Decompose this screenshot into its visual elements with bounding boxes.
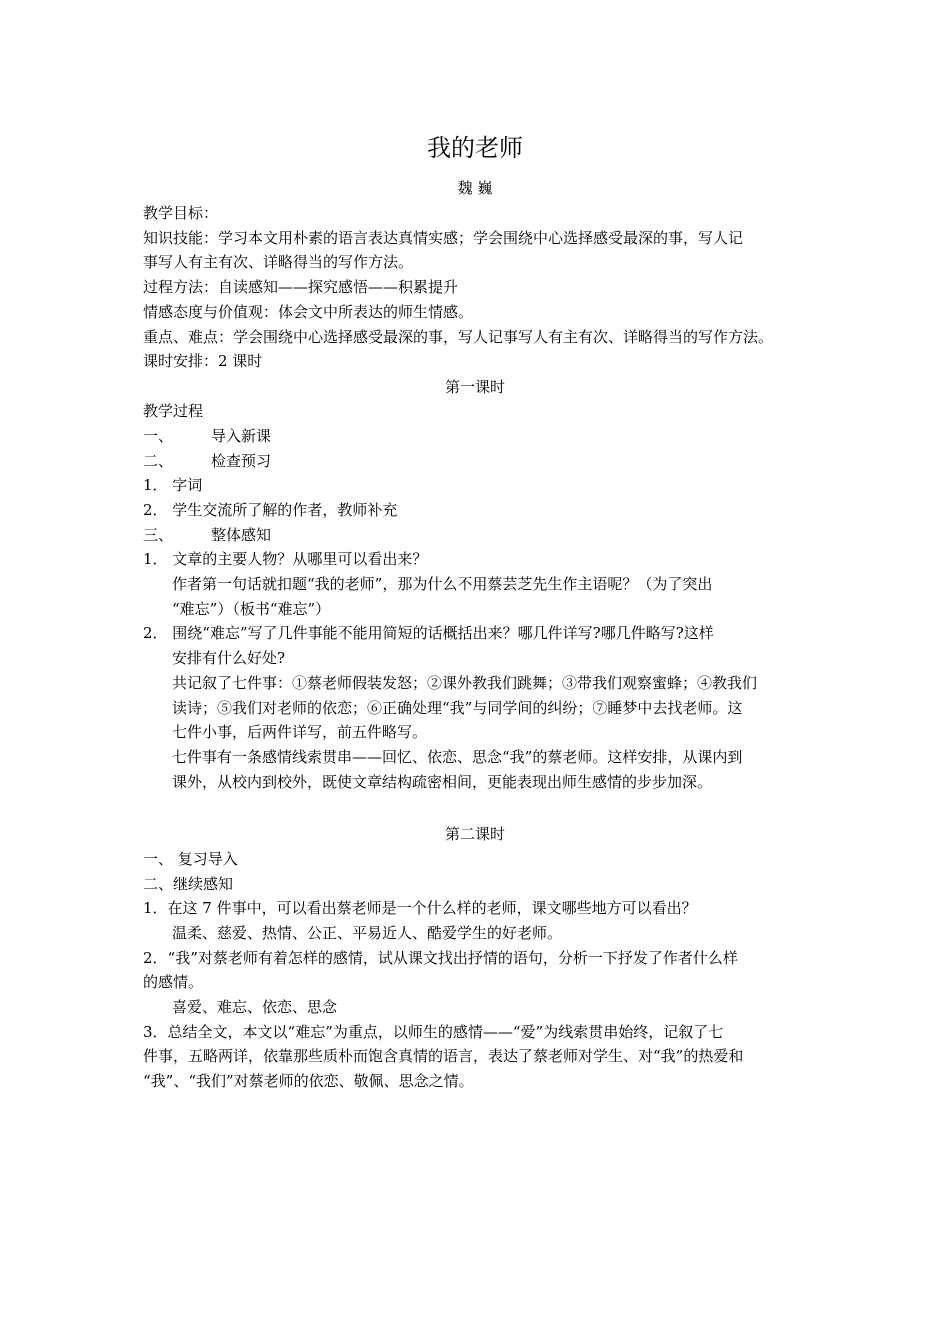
lesson-2-question-3-line-3: “我”、“我们”对蔡老师的依恋、敬佩、思念之情。 xyxy=(143,1072,474,1090)
class-schedule: 课时安排：2 课时 xyxy=(143,352,263,370)
objective-knowledge-line-2: 事写人有主有次、详略得当的写作方法。 xyxy=(143,253,414,271)
section-3-number: 三、 xyxy=(143,526,174,544)
answer-2-line-4: 七件事有一条感情线索贯串——回忆、依恋、思念“我”的蔡老师。这样安排，从课内到 xyxy=(172,748,743,766)
document-title: 我的老师 xyxy=(427,134,523,162)
lesson-2-question-3-line-1: 3．总结全文，本文以“难忘”为重点，以师生的感情——“爱”为线索贯串始终，记叙了七 xyxy=(143,1023,724,1041)
lesson-2-question-2-line-2: 的感情。 xyxy=(143,973,204,991)
section-3-title: 整体感知 xyxy=(211,526,272,544)
answer-2-line-3: 七件小事，后两件详写，前五件略写。 xyxy=(172,723,428,741)
objective-knowledge-line-1: 知识技能：学习本文用朴素的语言表达真情实感；学会围绕中心选择感受最深的事，写人记 xyxy=(143,229,744,247)
answer-2-line-5: 课外，从校内到校外，既使文章结构疏密相间，更能表现出师生感情的步步加深。 xyxy=(172,773,713,791)
lesson-2-heading: 第二课时 xyxy=(444,825,505,843)
question-1: 1． 文章的主要人物？从哪里可以看出来？ xyxy=(143,550,428,568)
section-1-title: 导入新课 xyxy=(211,427,272,445)
question-2-line-1: 2． 围绕“难忘”写了几件事能不能用简短的话概括出来？哪几件详写?哪几件略写?这样 xyxy=(143,624,714,642)
objectives-heading: 教学目标： xyxy=(143,204,219,222)
author-name: 魏 巍 xyxy=(457,179,493,197)
teaching-process-heading: 教学过程 xyxy=(143,402,204,420)
lesson-2-question-2-line-1: 2．“我”对蔡老师有着怎样的感情，试从课文找出抒情的语句，分析一下抒发了作者什么样 xyxy=(143,949,738,967)
lesson-2-answer-1: 温柔、慈爱、热情、公正、平易近人、酷爱学生的好老师。 xyxy=(172,924,563,942)
list-item-author-exchange: 2． 学生交流所了解的作者，教师补充 xyxy=(143,501,398,519)
objective-process: 过程方法：自读感知——探究感悟——积累提升 xyxy=(143,278,459,296)
lesson-2-question-1: 1．在这 7 件事中，可以看出蔡老师是一个什么样的老师，课文哪些地方可以看出？ xyxy=(143,899,697,917)
lesson-2-section-1: 一、 复习导入 xyxy=(143,850,238,868)
section-2-title: 检查预习 xyxy=(211,452,272,470)
lesson-2-question-3-line-2: 件事，五略两详，依靠那些质朴而饱含真情的语言，表达了蔡老师对学生、对“我”的热爱和 xyxy=(143,1047,744,1065)
lesson-1-heading: 第一课时 xyxy=(444,378,505,396)
lesson-2-section-2: 二、继续感知 xyxy=(143,875,234,893)
answer-2-line-2: 读诗；⑤我们对老师的依恋；⑥正确处理“我”与同学间的纠纷；⑦睡梦中去找老师。这 xyxy=(172,699,743,717)
lesson-2-answer-2: 喜爱、难忘、依恋、思念 xyxy=(172,998,338,1016)
section-2-number: 二、 xyxy=(143,452,174,470)
section-1-number: 一、 xyxy=(143,427,174,445)
list-item-vocabulary: 1． 字词 xyxy=(143,476,203,494)
answer-1-line-2: “难忘”）（板书“难忘”） xyxy=(172,600,331,618)
question-2-line-2: 安排有什么好处? xyxy=(172,649,286,667)
objective-emotion: 情感态度与价值观：体会文中所表达的师生情感。 xyxy=(143,303,474,321)
answer-1-line-1: 作者第一句话就扣题“我的老师”，那为什么不用蔡芸芝先生作主语呢？（为了突出 xyxy=(172,575,713,593)
answer-2-line-1: 共记叙了七件事：①蔡老师假装发怒；②课外教我们跳舞；③带我们观察蜜蜂；④教我们 xyxy=(172,674,758,692)
key-points: 重点、难点：学会围绕中心选择感受最深的事，写人记事写人有主有次、详略得当的写作方法。 xyxy=(143,328,774,346)
